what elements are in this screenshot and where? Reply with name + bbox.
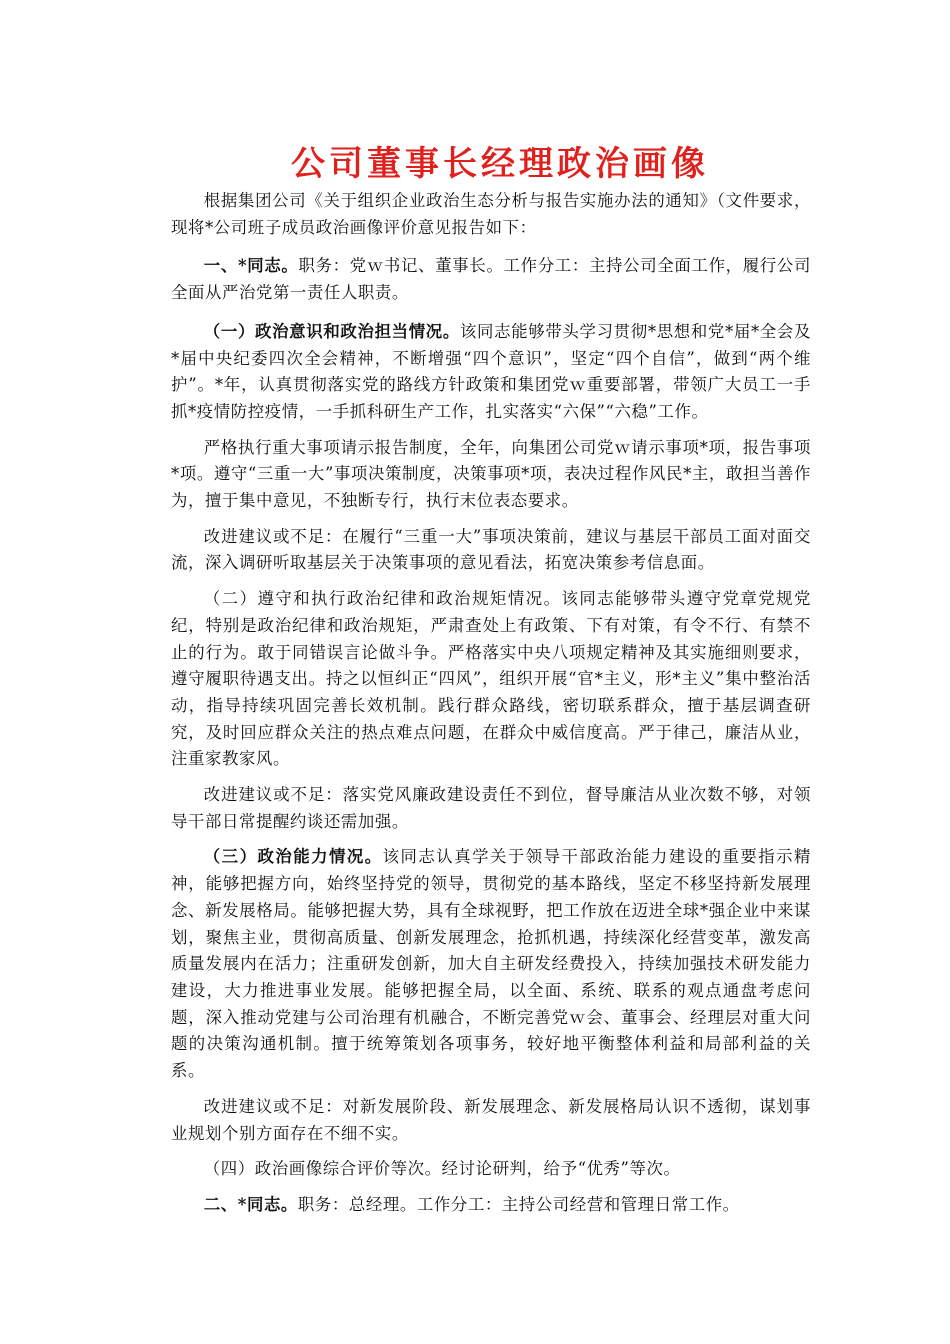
document-body xyxy=(171,188,811,1228)
section-1-3-paragraph xyxy=(171,844,811,1084)
intro-paragraph: 根据集团公司《关于组织企业政治生态分析与报告实施办法的通知》（文件要求，现将*公司班子成员政治画像评价意见报告如下： xyxy=(171,191,811,237)
section-1-heading: 一、*同志。 xyxy=(203,256,299,276)
section-1-2-paragraph: （二）遵守和执行政治纪律和政治规矩情况。该同志能够带头遵守党章党规党纪，特别是政治纪律和政治规矩，严肃查处上有政策、下有对策，有令不行、有禁不止的行为。敢于同错误言论做斗争。严格落实中央八项规定精神及其实施细则要求，遵守履职待遇支出。持之以恒纠正“四风”，组织开展“官*主义，形*主义”集中整治活动，指导持续巩固完善长效机制。践行群众路线，密切联系群众，擅于基层调查研究，及时回应群众关注的热点难点问题，在群众中威信度高。严于律己，廉洁从业，注重家教家风。 xyxy=(171,589,811,769)
improvement-3-paragraph: 改进建议或不足：对新发展阶段、新发展理念、新发展格局认识不透彻，谋划事业规划个别方面存在不细不实。 xyxy=(171,1096,811,1143)
section-2-paragraph xyxy=(171,1192,811,1219)
section-1-3-text: 该同志认真学关于领导干部政治能力建设的重要指示精神，能够把握方向，始终坚持党的领导，贯彻党的基本路线，坚定不移坚持新发展理念、新发展格局。能够把握大势，具有全球视野，把工作放在迈进全球*强企业中来谋划，聚焦主业，贯彻高质量、创新发展理念，抢抓机遇，持续深化经营变革，激发高质量发展内在活力；注重研发创新，加大自主研发经费投入，持续加强技术研发能力建设，大力推进事业发展。能够把握全局，以全面、系统、联系的观点通盘考虑问题，深入推动党建与公司治理有机融合，不断完善党ｗ会、董事会、经理层对重大问题的决策沟通机制。擅于统筹策划各项事务，较好地平衡整体利益和局部利益的关系。 xyxy=(171,847,812,1081)
improvement-1-paragraph: 改进建议或不足：在履行“三重一大”事项决策前，建议与基层干部员工面对面交流，深入调研听取基层关于决策事项的意见看法，拓宽决策参考信息面。 xyxy=(171,526,811,573)
section-1-4-paragraph: （四）政治画像综合评价等次。经讨论研判，给予“优秀”等次。 xyxy=(203,1159,681,1179)
section-1-text: 职务：党ｗ书记、董事长。工作分工：主持公司全面工作，履行公司全面从严治党第一责任人职责。 xyxy=(171,256,812,303)
section-1-3-heading: （三）政治能力情况。 xyxy=(203,847,383,867)
strict-report-paragraph: 严格执行重大事项请示报告制度，全年，向集团公司党ｗ请示事项*项，报告事项*项。遵守“三重一大”事项决策制度，决策事项*项，表决过程作风民*主，敢担当善作为，擅于集中意见，不独断专行，执行末位表态要求。 xyxy=(171,437,811,511)
section-2-heading: 二、*同志。 xyxy=(203,1194,298,1214)
section-1-1-text: 该同志能够带头学习贯彻*思想和党*届*全会及*届中央纪委四次全会精神，不断增强“四个意识”，坚定“四个自信”，做到“两个维护”。*年，认真贯彻落实党的路线方针政策和集团党ｗ重要部署，带领广大员工一手抓*疫情防控疫情，一手抓科研生产工作，扎实落实“六保”“六稳”工作。 xyxy=(171,321,811,421)
improvement-2-paragraph: 改进建议或不足：落实党风廉政建设责任不到位，督导廉洁从业次数不够，对领导干部日常提醒约谈还需加强。 xyxy=(171,785,811,831)
section-2-text: 职务：总经理。工作分工：主持公司经营和管理日常工作。 xyxy=(297,1194,740,1214)
section-1-1-heading: （一）政治意识和政治担当情况。 xyxy=(203,321,460,341)
section-1-paragraph xyxy=(171,253,811,306)
document-title: 公司董事长经理政治画像 xyxy=(291,144,709,184)
section-1-1-paragraph xyxy=(171,319,811,426)
